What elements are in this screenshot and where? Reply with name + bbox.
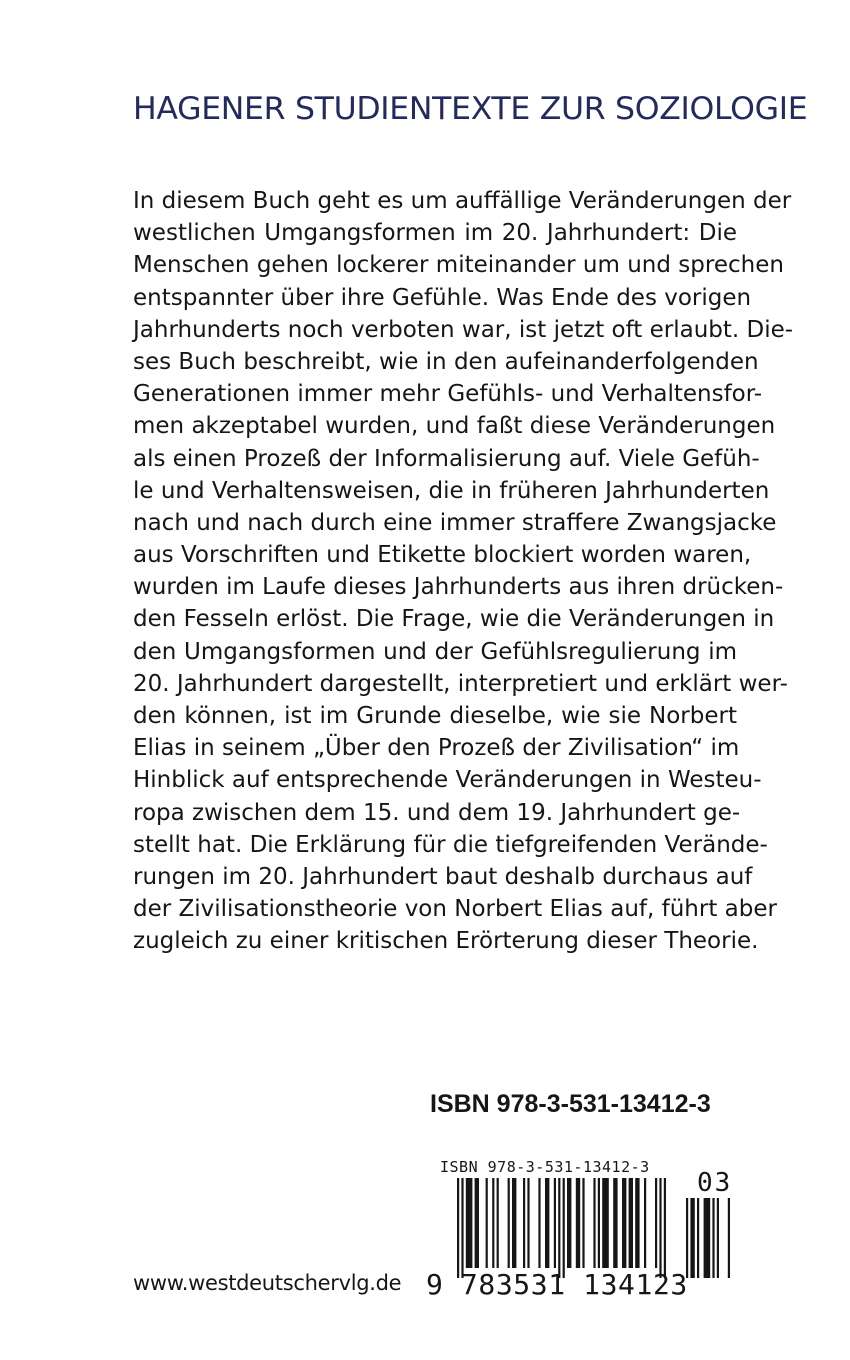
ean-bar bbox=[598, 1178, 600, 1268]
blurb-line: aus Vorschriften und Etikette blockiert worden waren, bbox=[133, 542, 752, 569]
ean-bar bbox=[622, 1178, 626, 1268]
ean-bar bbox=[613, 1178, 617, 1268]
addon-bar bbox=[704, 1198, 711, 1278]
addon-bar bbox=[686, 1198, 688, 1278]
blurb-line: den können, ist im Grunde dieselbe, wie sie Norbert bbox=[133, 703, 737, 729]
ean-bar bbox=[644, 1178, 646, 1268]
barcode-digits: 9 783531 134123 bbox=[426, 1268, 688, 1301]
publisher-website: www.westdeutschervlg.de bbox=[133, 1271, 402, 1295]
ean-bar bbox=[635, 1178, 639, 1268]
ean-bar bbox=[655, 1178, 657, 1268]
ean-barcode-bars bbox=[457, 1178, 666, 1278]
ean-bar bbox=[492, 1178, 494, 1268]
ean-bar bbox=[538, 1178, 540, 1268]
blurb-line: Jahrhunderts noch verboten war, ist jetzt oft erlaubt. Die- bbox=[133, 316, 794, 343]
isbn-label: ISBN 978-3-531-13412-3 bbox=[430, 1090, 711, 1118]
blurb-line: Menschen gehen lockerer miteinander um und sprechen bbox=[133, 252, 784, 279]
addon-bar bbox=[712, 1198, 714, 1278]
barcode-addon-digits: 03 bbox=[697, 1168, 733, 1198]
blurb-line: nach und nach durch eine immer straffere Zwangsjacke bbox=[133, 509, 777, 536]
addon-bar bbox=[697, 1198, 699, 1278]
series-title: HAGENER STUDIENTEXTE ZUR SOZIOLOGIE bbox=[133, 91, 808, 127]
ean-bar bbox=[554, 1178, 556, 1268]
blurb-line: westlichen Umgangsformen im 20. Jahrhundert: Die bbox=[133, 220, 737, 247]
blurb-line: Generationen immer mehr Gefühls- und Verhaltensfor- bbox=[133, 381, 763, 408]
ean-bar bbox=[582, 1178, 584, 1268]
blurb-line: men akzeptabel wurden, und faßt diese Veränderungen bbox=[133, 413, 776, 440]
ean-guard-bar bbox=[659, 1178, 661, 1278]
blurb-line: 20. Jahrhundert dargestellt, interpretiert und erklärt wer- bbox=[133, 670, 788, 697]
ean-bar bbox=[486, 1178, 488, 1268]
blurb-line: den Umgangsformen und der Gefühlsregulierung im bbox=[133, 638, 737, 665]
ean-bar bbox=[545, 1178, 549, 1268]
addon-bar bbox=[690, 1198, 694, 1278]
blurb-line: ses Buch beschreibt, wie in den aufeinanderfolgenden bbox=[133, 348, 759, 375]
ean-bar bbox=[466, 1178, 473, 1268]
ean-bar bbox=[576, 1178, 580, 1268]
ean-bar bbox=[523, 1178, 525, 1268]
blurb-line: zugleich zu einer kritischen Erörterung dieser Theorie. bbox=[133, 928, 759, 955]
ean-bar bbox=[527, 1178, 529, 1268]
addon-bar bbox=[717, 1198, 719, 1278]
addon-barcode-bars bbox=[686, 1198, 730, 1278]
blurb-line: entspannter über ihre Gefühle. Was Ende des vorigen bbox=[133, 284, 752, 311]
blurb-line: le und Verhaltensweisen, die in früheren Jahrhunderten bbox=[133, 477, 770, 504]
ean-bar bbox=[629, 1178, 633, 1268]
blurb-line: rungen im 20. Jahrhundert baut deshalb durchaus auf bbox=[133, 863, 753, 890]
blurb-line: den Fesseln erlöst. Die Frage, wie die Veränderungen in bbox=[133, 606, 775, 633]
blurb-line: ropa zwischen dem 15. und dem 19. Jahrhundert ge- bbox=[133, 799, 741, 826]
blurb-line: In diesem Buch geht es um auffällige Veränderungen der bbox=[133, 188, 792, 214]
blurb-line: Hinblick auf entsprechende Veränderungen in Westeu- bbox=[133, 767, 762, 794]
ean-guard-bar bbox=[664, 1178, 666, 1278]
ean-bar bbox=[602, 1178, 609, 1268]
ean-bar bbox=[512, 1178, 516, 1268]
blurb-line: als einen Prozeß der Informalisierung auf. Viele Gefüh- bbox=[133, 445, 760, 472]
ean-bar bbox=[567, 1178, 571, 1268]
ean-guard-bar bbox=[457, 1178, 459, 1278]
ean-bar bbox=[497, 1178, 499, 1268]
ean-guard-bar bbox=[563, 1178, 565, 1278]
addon-bar bbox=[728, 1198, 730, 1278]
ean-bar bbox=[475, 1178, 479, 1268]
blurb-line: wurden im Laufe dieses Jahrhunderts aus ihren drücken- bbox=[133, 574, 784, 601]
ean-bar bbox=[593, 1178, 595, 1268]
ean-bar bbox=[508, 1178, 510, 1268]
ean-guard-bar bbox=[558, 1178, 560, 1278]
ean-guard-bar bbox=[461, 1178, 463, 1278]
blurb-line: stellt hat. Die Erklärung für die tiefgreifenden Verände- bbox=[133, 831, 768, 858]
barcode-isbn-text: ISBN 978-3-531-13412-3 bbox=[440, 1158, 650, 1176]
blurb-line: Elias in seinem „Über den Prozeß der Zivilisation“ im bbox=[133, 735, 740, 762]
blurb-line: der Zivilisationstheorie von Norbert Elias auf, führt aber bbox=[133, 896, 777, 923]
